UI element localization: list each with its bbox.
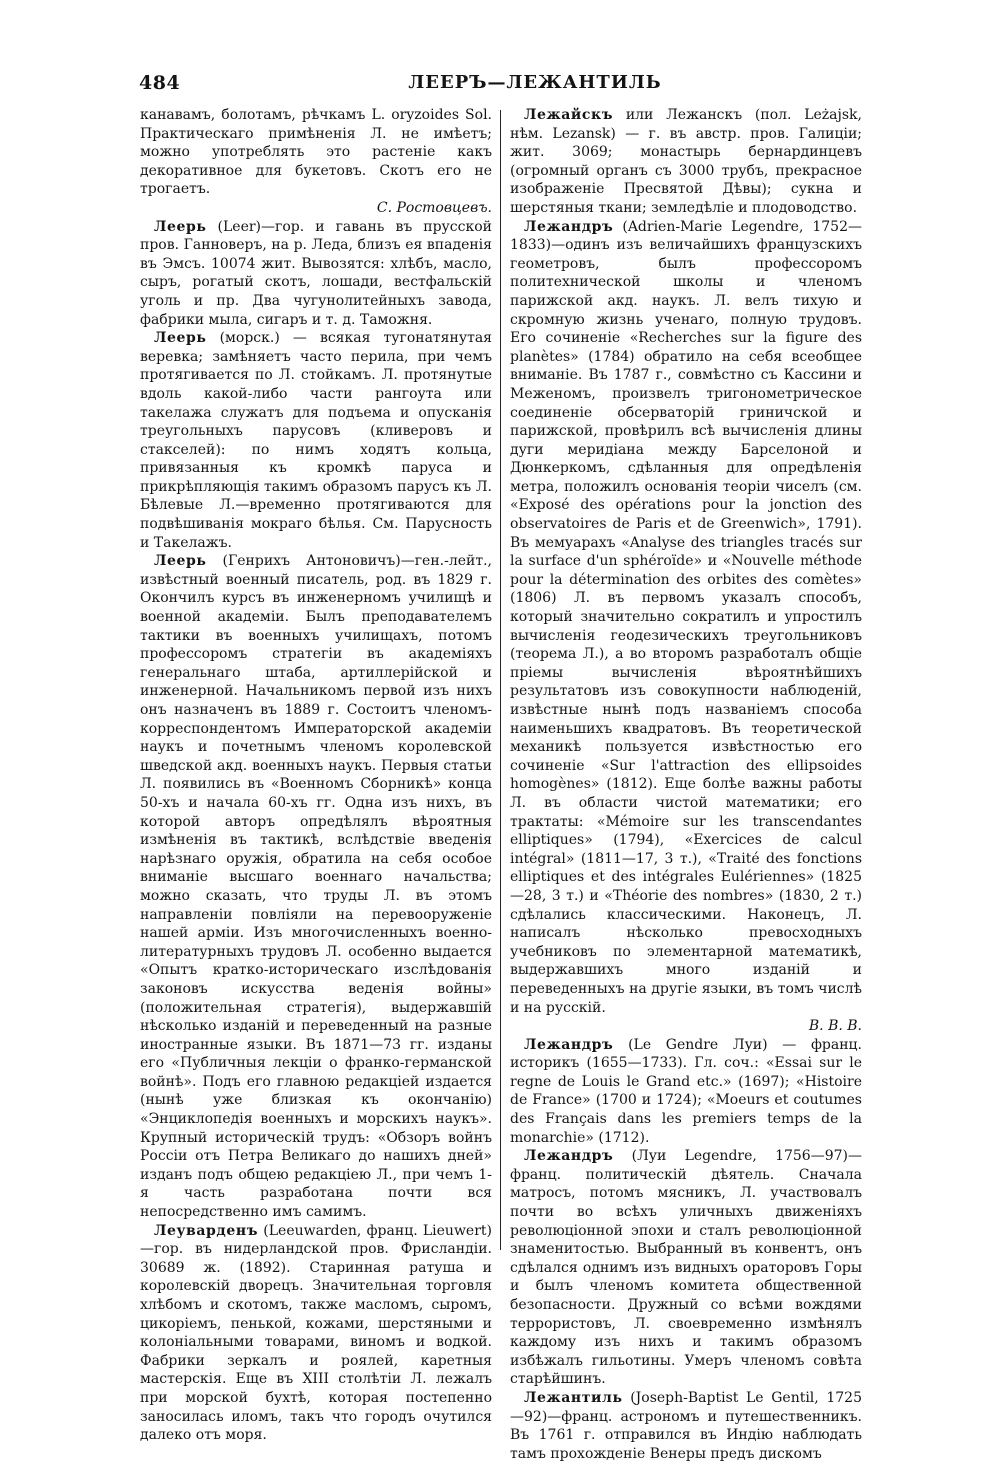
entry-paragraph <box>510 1389 862 1463</box>
entry-paragraph <box>140 552 492 1221</box>
entry-headword: Лежайскъ <box>524 107 614 123</box>
entry-headword: Леерь <box>154 553 207 570</box>
entry-headword: Леерь <box>154 218 207 235</box>
entry-paragraph <box>510 1036 862 1148</box>
page-number: 484 <box>139 72 181 94</box>
entry-text: канавамъ, болотамъ, рѣчкамъ L. oryzoides Sol. Практическаго примѣненія Л. не имѣетъ; можно употреблять это растеніе какъ декоративное для букетовъ. Скотъ его не трогаетъ. <box>140 107 492 198</box>
entry-paragraph <box>140 106 492 199</box>
entry-paragraph <box>140 329 492 552</box>
entry-headword: Леерь <box>154 330 207 347</box>
entry-text: (Луи Legendre, 1756—97)—франц. политическій дѣятель. Сначала матросъ, потомъ мясникъ, Л. участвовалъ почти во всѣхъ уличныхъ движеніяхъ революціонной эпохи и сталъ революціонной знаменитостью. Выбранный въ конвентъ, онъ сдѣлался однимъ изъ видныхъ ораторовъ Горы и былъ членомъ комитета общественной безопасности. Дружный со всѣми вождями террористовъ, Л. своевременно измѣнялъ каждому изъ нихъ и такимъ образомъ избѣжалъ гильотины. Умеръ членомъ совѣта старѣйшинъ. <box>510 1148 862 1388</box>
entry-text: (Adrien-Marie Legendre, 1752—1833)—одинъ изъ величайшихъ французскихъ геометровъ, былъ профессоромъ политехнической школы и членомъ парижской акд. наукъ. Л. велъ тихую и скромную жизнь ученаго, полную трудовъ. Его сочиненіе «Recherches sur la figure des planètes» (1784) обратило на себя всеобщее вниманіе. Въ 1787 г., совмѣстно съ Кассини и Меженомъ, произвелъ тригонометрическое соединеніе обсерваторій гриничской и парижской, провѣрилъ всѣ вычисленія длины дуги меридіана между Барселоной и Дюнкеркомъ, сдѣланныя для опредѣленія метра, положилъ основанія теоріи чиселъ (см. «Exposé des opérations pour la jonction des observatoires de Paris et de Greenwich», 1791). Въ мемуарахъ «Analyse des triangles tracés sur la surface d'un sphéroïde» и «Nouvelle méthode pour la détermination des orbites des comètes» (1806) Л. въ первомъ указалъ способъ, который значительно сократилъ и упростилъ вычисленія геодезическихъ треугольниковъ (теорема Л.), а во второмъ разработалъ общіе пріемы вычисленія вѣроятнѣйшихъ результатовъ изъ совокупности наблюденій, извѣстные нынѣ подъ названіемъ способа наименьшихъ квадратовъ. Въ теоретической механикѣ пользуется извѣстностью его сочиненіе «Sur l'attraction des ellipsoides homogènes» (1812). Еще болѣе важны работы Л. въ области чистой математики; его трактаты: «Mémoire sur les transcendantes elliptiques» (1794), «Exercices de calcul intégral» (1811—17, 3 т.), «Traité des fonctions elliptiques et des intégrales Eulériennes» (1825—28, 3 т.) и «Théorie des nombres» (1830, 2 т.) сдѣлались классическими. Наконецъ, Л. написалъ нѣсколько превосходныхъ учебниковъ по элементарной математикѣ, выдержавшихъ много изданій и переведенныхъ на другіе языки, въ томъ числѣ и на русскій. <box>510 218 862 1016</box>
entry-text: (Leer)—гор. и гавань въ прусской пров. Ганноверъ, на р. Леда, близъ ея впаденія въ Эмсъ. 10074 жит. Вывозятся: хлѣбъ, масло, сыръ, рогатый скотъ, лошади, вестфальскій уголь и пр. Два чугунолитейныхъ завода, фабрики мыла, сигаръ и т. д. Таможня. <box>140 218 492 328</box>
entry-text: (Le Gendre Луи) — франц. историкъ (1655—1733). Гл. соч.: «Essai sur le regne de Louis le Grand etc.» (1697); «Histoire de France» (1700 и 1724); «Moeurs et coutumes des Français dans les premiers temps de la monarchie» (1712). <box>510 1036 862 1146</box>
entry-headword: Лежантиль <box>524 1389 623 1406</box>
entry-paragraph <box>510 218 862 1018</box>
right-column <box>510 106 862 1463</box>
running-head: ЛЕЕРЪ—ЛЕЖАНТИЛЬ <box>408 72 662 93</box>
entry-headword: Леуварденъ <box>154 1222 259 1239</box>
left-column <box>140 106 492 1445</box>
entry-paragraph <box>510 106 862 218</box>
entry-text: (Генрихъ Антоновичъ)—ген.-лейт., извѣстный военный писатель, род. въ 1829 г. Окончилъ курсъ въ инженерномъ училищѣ и военной академіи. Былъ преподавателемъ тактики въ военныхъ училищахъ, потомъ профессоромъ стратегіи въ академіяхъ генеральнаго штаба, артиллерійской и инженерной. Начальникомъ первой изъ нихъ онъ назначенъ въ 1889 г. Состоитъ членомъ-корреспондентомъ Императорской академіи наукъ и почетнымъ членомъ королевской шведской акд. военныхъ наукъ. Первыя статьи Л. появились въ «Военномъ Сборникѣ» конца 50-хъ и начала 60-хъ гг. Одна изъ нихъ, въ которой авторъ опредѣлялъ вѣроятныя измѣненія въ тактикѣ, вслѣдствіе введенія нарѣзнаго оружія, обратила на себя особое вниманіе высшаго военнаго начальства; можно сказать, что труды Л. въ этомъ направленіи повліяли на перевооруженіе нашей арміи. Изъ многочисленныхъ военно-литературныхъ трудовъ Л. особенно выдается «Опытъ кратко-историческаго изслѣдованія законовъ искусства веденія войны» (положительная стратегія), выдержавшій нѣсколько изданій и переведенный на разные иностранные языки. Въ 1871—73 гг. изданы его «Публичныя лекціи о франко-германской войнѣ». Подъ его главною редакціей издается (нынѣ уже близкая къ окончанію) «Энциклопедія военныхъ и морскихъ наукъ». Крупный историческій трудъ: «Обзоръ войнъ Россіи отъ Петра Великаго до нашихъ дней» изданъ подъ общею редакціею Л., при чемъ 1-я часть разработана почти вся непосредственно имъ самимъ. <box>140 553 492 1221</box>
entry-headword: Лежандръ <box>524 1148 614 1165</box>
entry-headword: Лежандръ <box>524 218 614 235</box>
author-signature: В. В. В. <box>808 1018 862 1035</box>
entry-paragraph <box>140 1222 492 1445</box>
author-signature: С. Ростовцевъ. <box>376 199 492 216</box>
entry-text: (Joseph-Baptist Le Gentil, 1725—92)—франц. астрономъ и путешественникъ. Въ 1761 г. отправился въ Индію наблюдать тамъ прохожденіе Венеры предъ дискомъ <box>510 1389 862 1462</box>
entry-text: (морск.) — всякая тугонатянутая веревка; замѣняетъ часто перила, при чемъ протягивается по Л. стойкамъ. Л. протянутые вдоль какой-либо части рангоута или такелажа служатъ для подъема и опусканія треугольныхъ парусовъ (кливеровъ и стакселей): по нимъ ходятъ кольца, привязанныя къ кромкѣ паруса и прикрѣпляющія такимъ образомъ парусъ къ Л. Бѣлевые Л.—временно протягиваются для подвѣшиванія мокраго бѣлья. См. Парусность и Такелажъ. <box>140 330 492 551</box>
entry-text: или Лежанскъ (пол. Leżajsk, нѣм. Lezansk) — г. въ австр. пров. Галиціи; жит. 3069; монастырь бернардинцевъ (огромный органъ съ 3000 трубъ, прекрасное изображеніе Пресвятой Дѣвы); сукна и шерстяныя ткани; земледѣліе и плодоводство. <box>510 107 862 216</box>
entry-text: (Leeuwarden, франц. Lieuwert)—гор. въ нидерландской пров. Фрисландіи. 30689 ж. (1892). Старинная ратуша и королевскій дворецъ. Значительная торговля хлѣбомъ и скотомъ, также масломъ, сыромъ, цикоріемъ, пенькой, кожами, шерстяными и колоніальными товарами, виномъ и водкой. Фабрики зеркалъ и роялей, каретныя мастерскія. Еще въ XIII столѣтіи Л. лежалъ при морской бухтѣ, которая постепенно заносилась иломъ, такъ что городъ очутился далеко отъ моря. <box>140 1222 492 1444</box>
entry-headword: Лежандръ <box>524 1036 614 1053</box>
entry-paragraph <box>140 218 492 330</box>
column-divider <box>500 110 501 1250</box>
entry-paragraph <box>510 1147 862 1389</box>
